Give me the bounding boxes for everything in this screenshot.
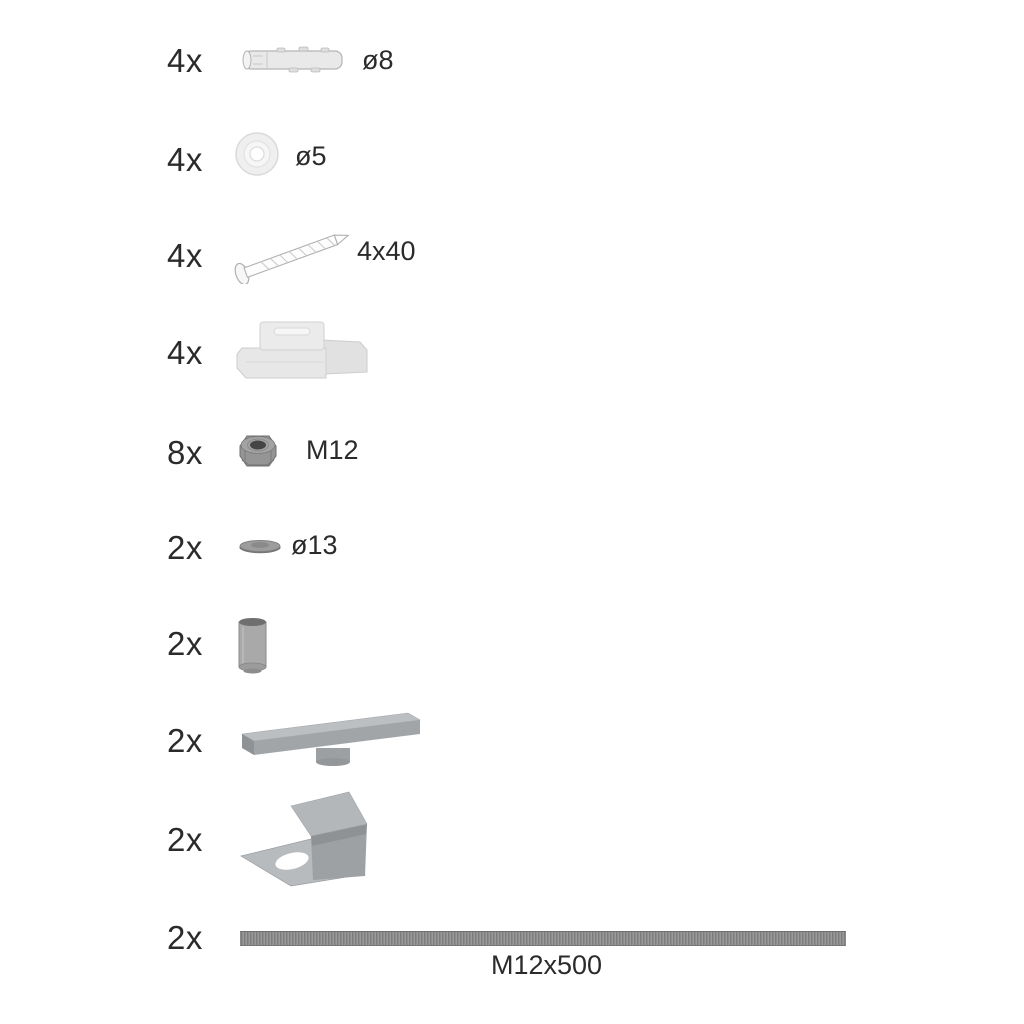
cover-cap-illustration xyxy=(234,318,370,384)
qty-clamp-bracket: 2x xyxy=(167,821,203,858)
washer-small-illustration xyxy=(233,130,281,178)
label-threaded-rod-size: M12x500 xyxy=(491,950,603,980)
label-screw-size: 4x40 xyxy=(357,236,416,266)
qty-hex-nut: 8x xyxy=(167,434,203,471)
qty-screw: 4x xyxy=(167,237,203,274)
qty-mounting-bar: 2x xyxy=(167,722,203,759)
qty-wall-plug: 4x xyxy=(167,42,203,79)
clamp-bracket-illustration xyxy=(237,790,377,888)
label-wall-plug-size: ø8 xyxy=(362,45,394,75)
wall-plug-illustration xyxy=(237,42,349,78)
spacer-sleeve-illustration xyxy=(236,615,270,675)
qty-cover-cap: 4x xyxy=(167,334,203,371)
washer-large-illustration xyxy=(237,537,283,555)
label-hex-nut-size: M12 xyxy=(306,435,359,465)
qty-washer-large: 2x xyxy=(167,529,203,566)
mounting-bar-illustration xyxy=(236,704,428,768)
screw-illustration xyxy=(230,224,354,284)
qty-washer-small: 4x xyxy=(167,141,203,178)
qty-spacer-sleeve: 2x xyxy=(167,625,203,662)
qty-threaded-rod: 2x xyxy=(167,919,203,956)
label-washer-large-size: ø13 xyxy=(291,530,338,560)
threaded-rod-illustration xyxy=(240,931,846,946)
hex-nut-illustration xyxy=(237,432,279,472)
label-washer-small-size: ø5 xyxy=(295,141,327,171)
